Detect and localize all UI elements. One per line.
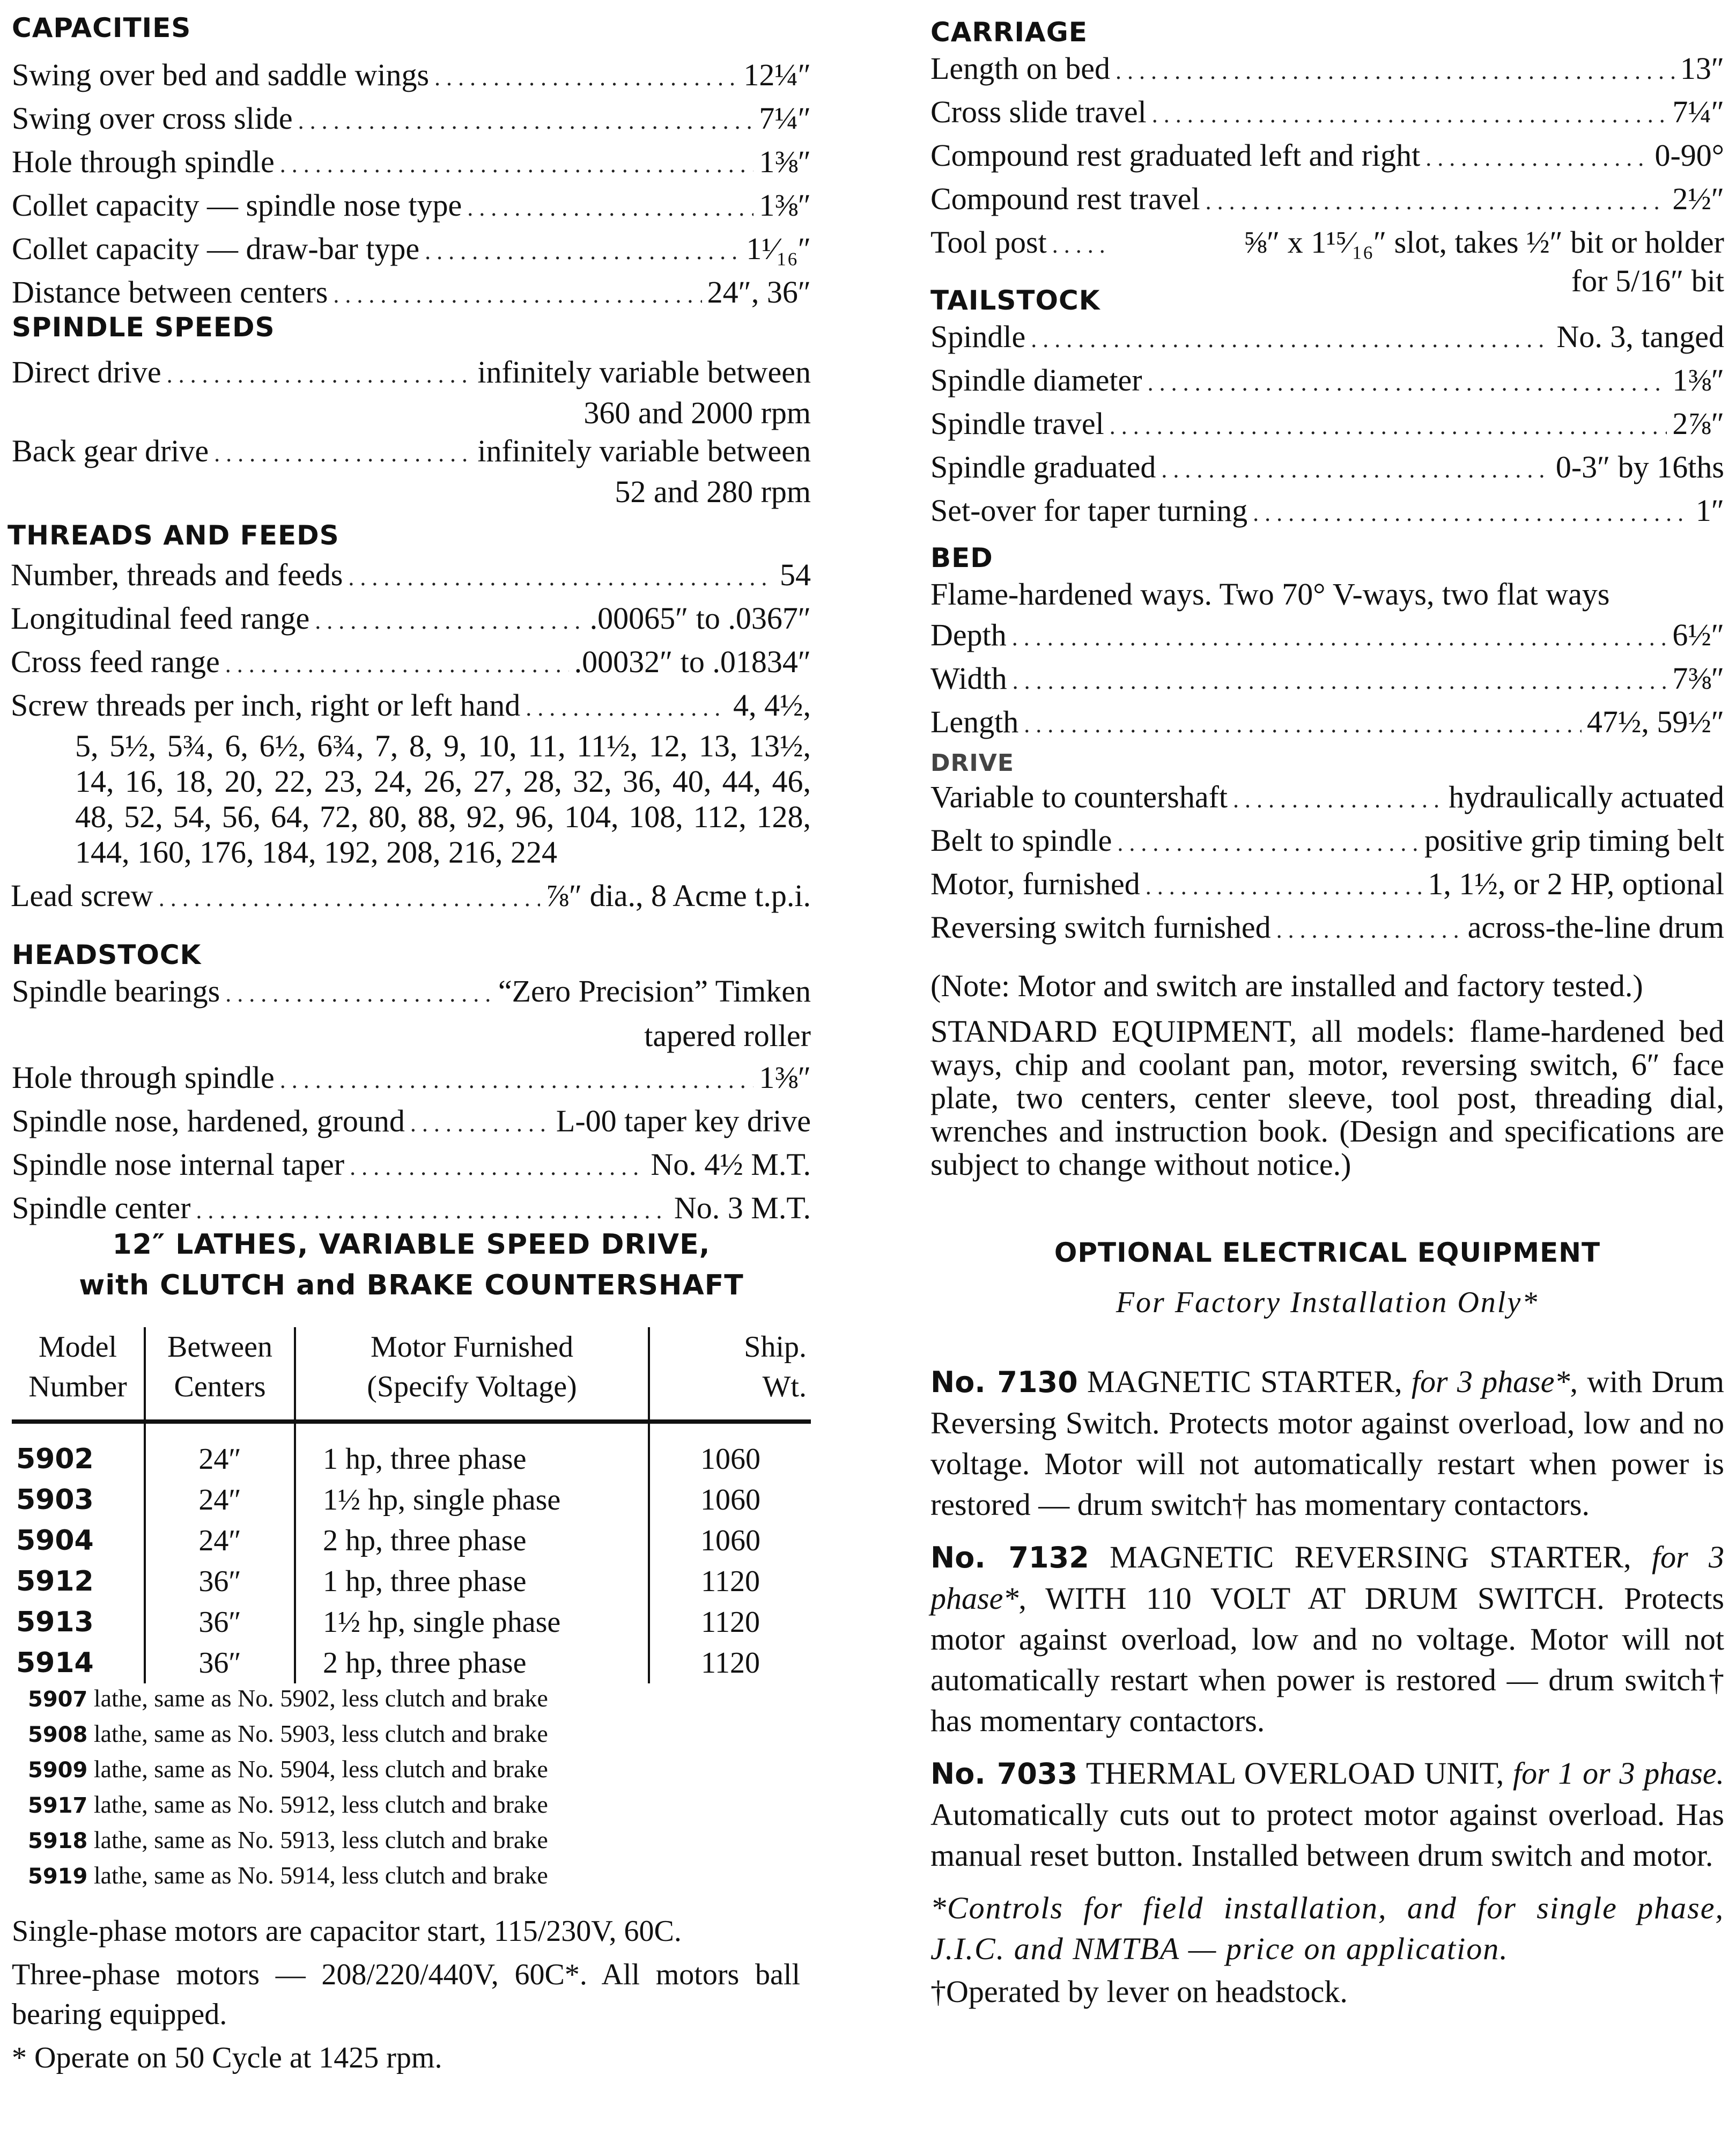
spec-row: Spindle diameter . . . 1⅜″ <box>930 360 1724 403</box>
table-row: 5904 24″ 2 hp, three phase 1060 <box>12 1520 811 1561</box>
models-section <box>12 1224 811 1683</box>
spec-row: Set-over for taper turning . . . 1″ <box>930 490 1724 534</box>
spec-row: Spindle graduated . . . 0-3″ by 16ths <box>930 447 1724 490</box>
optional-equipment-section <box>930 1234 1724 2012</box>
spec-continuation: tapered roller <box>644 1018 811 1053</box>
section-heading: THREADS AND FEEDS <box>8 520 339 551</box>
spec-row: Number, threads and feeds . . . 54 <box>11 555 811 598</box>
spec-row: Back gear drive . . . infinitely variable between <box>12 431 811 474</box>
list-item: 5918 lathe, same as No. 5913, less clutch and brake <box>28 1826 548 1853</box>
list-item: 5907 lathe, same as No. 5902, less clutch and brake <box>28 1684 548 1712</box>
section-heading: CARRIAGE <box>930 17 1088 48</box>
list-item: 5909 lathe, same as No. 5904, less clutch and brake <box>28 1755 548 1783</box>
models-title-line1: 12″ LATHES, VARIABLE SPEED DRIVE, <box>112 1228 711 1261</box>
less-clutch-list <box>12 1681 811 1894</box>
install-note: (Note: Motor and switch are installed and factory tested.) <box>930 968 1643 1003</box>
spec-continuation: 52 and 280 rpm <box>615 474 811 509</box>
spec-row: Tool post . . . ⅝″ x 1¹⁵⁄₁₆″ slot, takes ½″ bit or holder <box>930 222 1724 266</box>
thread-list: 5, 5½, 5¾, 6, 6½, 6¾, 7, 8, 9, 10, 11, 11½, 12, 13, 13½, 14, 16, 18, 20, 22, 23, 24, 26, 27, 28, 32, 36, 40, 44, 46, 48, 52, 54, 56, 64, 72, 80, 88, 92, 96, 104, 108, 112, 128, 144, 160, 176, 184, 192, 208, 216, 224 <box>75 728 811 870</box>
spec-row: Hole through spindle . . . 1⅜″ <box>12 142 811 185</box>
section-heading: CAPACITIES <box>12 12 191 43</box>
column-header-centers: Between Centers <box>145 1327 295 1422</box>
headstock-section <box>12 939 811 1231</box>
dagger-footnote: †Operated by lever on headstock. <box>930 1974 1348 2009</box>
column-header-model: Model Number <box>28 1330 127 1403</box>
spec-row: Spindle nose, hardened, ground . . . L-00 taper key drive <box>12 1101 811 1144</box>
spec-row: Direct drive . . . infinitely variable between <box>12 352 811 395</box>
spec-continuation: 360 and 2000 rpm <box>583 395 811 430</box>
spec-row: Spindle nose internal taper . . . No. 4½ M.T. <box>12 1144 811 1188</box>
spec-row: Motor, furnished . . . 1, 1½, or 2 HP, optional <box>930 864 1724 907</box>
table-row: 5912 36″ 1 hp, three phase 1120 <box>12 1561 811 1602</box>
bed-section <box>930 542 1724 745</box>
spec-row: Longitudinal feed range . . . .00065″ to .0367″ <box>11 598 811 642</box>
spec-row: Reversing switch furnished . . . across-the-line drum <box>930 907 1724 951</box>
list-item: 5917 lathe, same as No. 5912, less clutch and brake <box>28 1791 548 1818</box>
motor-notes <box>12 1910 811 2079</box>
spec-row: Spindle . . . No. 3, tanged <box>930 317 1724 360</box>
section-heading: DRIVE <box>930 749 1014 777</box>
tailstock-section <box>930 284 1724 534</box>
option-item: No. 7132 MAGNETIC REVERSING STARTER, for 3 phase*, WITH 110 VOLT AT DRUM SWITCH. Protects motor against overload, low and no voltage. Motor will not automatically restart when power is restored — drum switch† has momentary contactors. <box>930 1540 1725 1738</box>
optional-subtitle: For Factory Installation Only* <box>1116 1286 1539 1319</box>
models-title-line2: with CLUTCH and BRAKE COUNTERSHAFT <box>79 1269 744 1301</box>
table-row: 5913 36″ 1½ hp, single phase 1120 <box>12 1602 811 1643</box>
models-table <box>12 1327 811 1683</box>
spec-continuation: for 5/16″ bit <box>1571 263 1724 298</box>
option-item: No. 7130 MAGNETIC STARTER, for 3 phase*, with Drum Reversing Switch. Protects motor against overload, low and no voltage. Motor will not automatically restart when power is restored — drum switch† has momentary contactors. <box>930 1364 1725 1522</box>
capacities-section <box>12 12 811 315</box>
spec-row: Compound rest graduated left and right . . . 0-90° <box>930 135 1724 179</box>
spec-row: Hole through spindle . . . 1⅜″ <box>12 1057 811 1101</box>
table-row: 5903 24″ 1½ hp, single phase 1060 <box>12 1480 811 1520</box>
table-row: 5902 24″ 1 hp, three phase 1060 <box>12 1422 811 1480</box>
standard-equipment: STANDARD EQUIPMENT, all models: flame-hardened bed ways, chip and coolant pan, motor, reversing switch, 6″ face plate, two centers, center sleeve, tool post, threading dial, wrenches and instruction book. (Design and specifications are subject to change without notice.) <box>930 1014 1724 1182</box>
list-item: 5919 lathe, same as No. 5914, less clutch and brake <box>28 1861 548 1889</box>
option-item: No. 7033 THERMAL OVERLOAD UNIT, for 1 or 3 phase. Automatically cuts out to protect motor against overload. Has manual reset button. Installed between drum switch and motor. <box>930 1756 1725 1873</box>
threads-feeds-section <box>8 519 811 919</box>
section-heading: HEADSTOCK <box>12 939 202 970</box>
section-heading: TAILSTOCK <box>930 285 1100 316</box>
optional-title: OPTIONAL ELECTRICAL EQUIPMENT <box>1054 1237 1601 1268</box>
spec-row: Length . . . 47½, 59½″ <box>930 702 1724 745</box>
column-header-motor: Motor Furnished (Specify Voltage) <box>295 1327 649 1422</box>
spec-row: Spindle center . . . No. 3 M.T. <box>12 1188 811 1231</box>
spec-row: Spindle travel . . . 2⅞″ <box>930 403 1724 447</box>
spec-row: Spindle bearings . . . “Zero Precision” Timken <box>12 971 811 1014</box>
bed-description: Flame-hardened ways. Two 70° V-ways, two flat ways <box>930 577 1610 612</box>
spec-row: Depth . . . 6½″ <box>930 615 1724 658</box>
spec-row: Width . . . 7⅜″ <box>930 658 1724 702</box>
spec-row: Collet capacity — spindle nose type . . . 1⅜″ <box>12 185 811 229</box>
spec-row: Variable to countershaft . . . hydraulically actuated <box>930 777 1724 820</box>
spec-row: Belt to spindle . . . positive grip timing belt <box>930 820 1724 864</box>
spec-row-lead-screw: Lead screw . . . ⅞″ dia., 8 Acme t.p.i. <box>11 875 811 919</box>
spec-row: Cross feed range . . . .00032″ to .01834″ <box>11 642 811 685</box>
single-phase-note: Single-phase motors are capacitor start, 115/230V, 60C. <box>12 1915 682 1948</box>
spec-row: Cross slide travel . . . 7¼″ <box>930 92 1724 135</box>
carriage-section <box>930 16 1724 297</box>
list-item: 5908 lathe, same as No. 5903, less clutch and brake <box>28 1720 548 1747</box>
table-row: 5914 36″ 2 hp, three phase 1120 <box>12 1643 811 1683</box>
spindle-speeds-section <box>12 311 811 510</box>
drive-section <box>930 750 1724 1181</box>
spec-row: Swing over cross slide . . . 7¼″ <box>12 98 811 142</box>
spec-row: Compound rest travel . . . 2½″ <box>930 179 1724 222</box>
column-header-weight: Ship. Wt. <box>649 1327 811 1422</box>
section-heading: SPINDLE SPEEDS <box>12 312 275 343</box>
three-phase-note: Three-phase motors — 208/220/440V, 60C*. All motors ball bearing equipped. <box>12 1958 800 2031</box>
controls-footnote: *Controls for field installation, and for single phase, J.I.C. and NMTBA — price on application. <box>930 1890 1724 1966</box>
spec-row: Screw threads per inch, right or left hand . . . 4, 4½, <box>11 685 811 728</box>
spec-row: Swing over bed and saddle wings . . . 12¼″ <box>12 55 811 98</box>
spec-row: Distance between centers . . . 24″, 36″ <box>12 272 811 315</box>
section-heading: BED <box>930 542 993 573</box>
spec-row: Length on bed . . . 13″ <box>930 48 1724 92</box>
spec-row: Collet capacity — draw-bar type . . . 1¹⁄₁₆″ <box>12 229 811 272</box>
table-header-row <box>12 1327 811 1422</box>
cycle-footnote: * Operate on 50 Cycle at 1425 rpm. <box>12 2041 442 2074</box>
